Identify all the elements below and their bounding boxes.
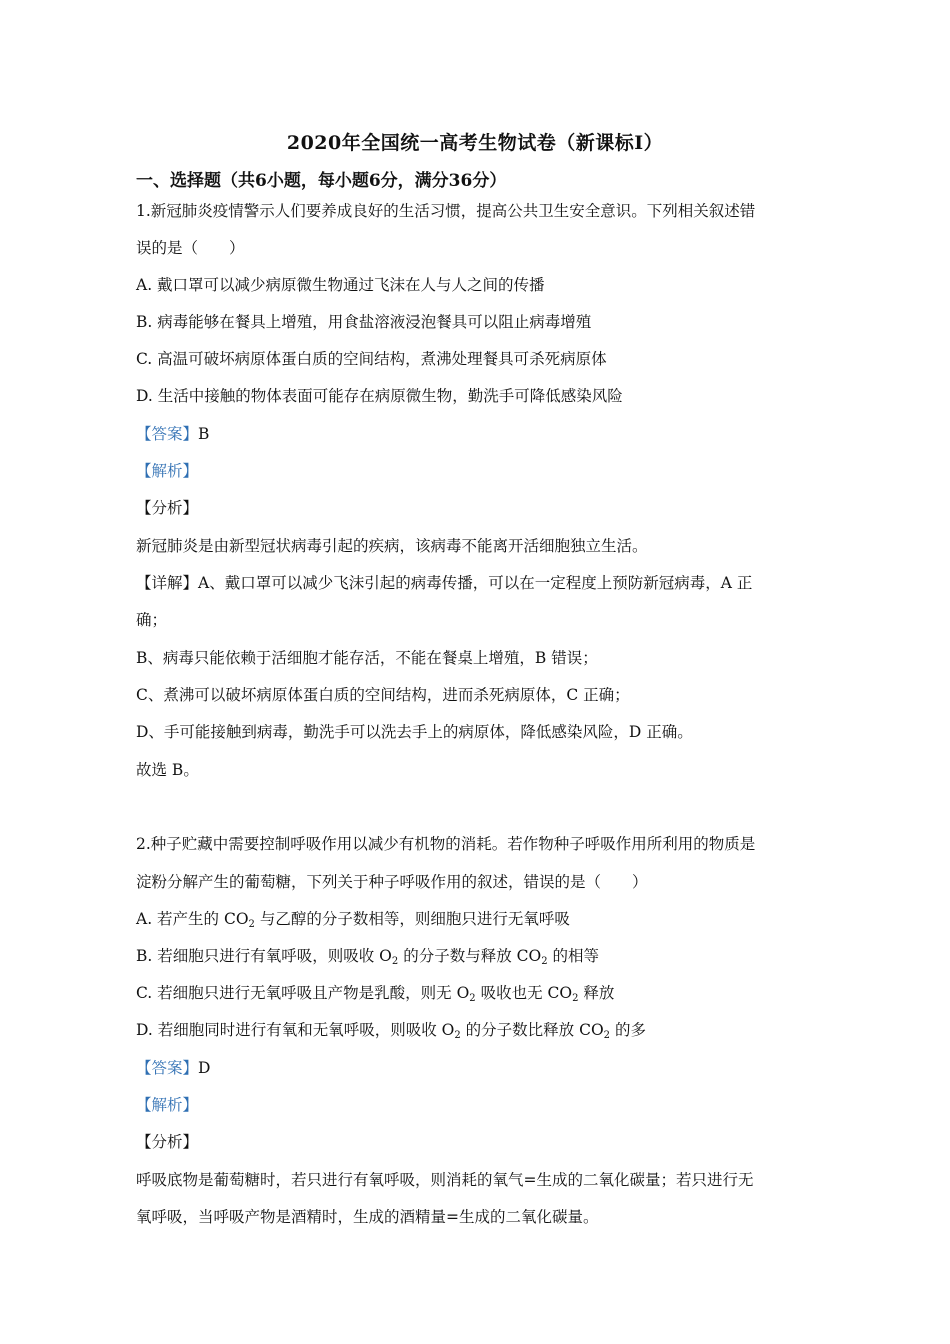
subscript: 2 [391, 956, 399, 967]
subscript: 2 [248, 919, 255, 930]
q2-option-c [136, 983, 614, 1003]
subscript: 2 [541, 956, 548, 967]
option-text: 的多 [610, 1021, 646, 1039]
q1-detail-d: D、手可能接触到病毒，勤洗手可以洗去手上的病原体，降低感染风险，D 正确。 [136, 723, 693, 741]
q1-stem-line2: 误的是（ ） [136, 239, 245, 257]
q1-stem-line1: 1.新冠肺炎疫情警示人们要养成良好的生活习惯，提高公共卫生安全意识。下列相关叙述错 [136, 202, 756, 220]
q1-analysis-tag: 【解析】 [136, 462, 199, 480]
detail-tag: 【详解】 [136, 574, 199, 592]
q1-option-b: B. 病毒能够在餐具上增殖，用食盐溶液浸泡餐具可以阻止病毒增殖 [136, 313, 592, 331]
subscript: 2 [469, 993, 476, 1004]
answer-value: D [198, 1059, 211, 1077]
subscript: 2 [603, 1030, 611, 1041]
option-text: 吸收也无 CO [475, 984, 573, 1002]
option-text: B. 若细胞只进行有氧呼吸，则吸收 O [136, 947, 392, 965]
q2-fenxi-line2: 氧呼吸，当呼吸产物是酒精时，生成的酒精量=生成的二氧化碳量。 [136, 1208, 599, 1226]
q2-analysis-tag: 【解析】 [136, 1096, 199, 1114]
option-text: 释放 [578, 984, 615, 1002]
option-text: A. 若产生的 CO [136, 910, 249, 928]
q2-option-b [136, 946, 599, 966]
q2-fenxi-line1: 呼吸底物是葡萄糖时，若只进行有氧呼吸，则消耗的氧气=生成的二氧化碳量；若只进行无 [136, 1171, 754, 1189]
option-text: D. 若细胞同时进行有氧和无氧呼吸，则吸收 O [136, 1021, 455, 1039]
q1-conclusion: 故选 B。 [136, 761, 199, 779]
q1-fenxi-text: 新冠肺炎是由新型冠状病毒引起的疾病，该病毒不能离开活细胞独立生活。 [136, 537, 648, 555]
q2-option-a [136, 909, 570, 929]
q2-option-d [136, 1020, 646, 1040]
option-text: C. 若细胞只进行无氧呼吸且产物是乳酸，则无 O [136, 984, 470, 1002]
option-text: 的分子数与释放 CO [398, 947, 542, 965]
q2-stem-line2: 淀粉分解产生的葡萄糖，下列关于种子呼吸作用的叙述，错误的是（ ） [136, 873, 648, 891]
q2-fenxi-tag: 【分析】 [136, 1133, 199, 1151]
option-text: 的相等 [547, 947, 599, 965]
q1-option-c: C. 高温可破坏病原体蛋白质的空间结构，煮沸处理餐具可杀死病原体 [136, 350, 607, 368]
subscript: 2 [572, 993, 579, 1004]
q1-fenxi-tag: 【分析】 [136, 499, 199, 517]
q1-option-a: A. 戴口罩可以减少病原微生物通过飞沫在人与人之间的传播 [136, 276, 545, 294]
q2-answer [136, 1058, 210, 1078]
q1-detail-c: C、煮沸可以破坏病原体蛋白质的空间结构，进而杀死病原体，C 正确； [136, 686, 630, 704]
q1-answer [136, 424, 209, 444]
section-heading: 一、选择题（共6小题，每小题6分，满分36分） [136, 171, 507, 191]
option-text: 与乙醇的分子数相等，则细胞只进行无氧呼吸 [254, 910, 570, 928]
subscript: 2 [454, 1030, 461, 1041]
answer-tag: 【答案】 [136, 425, 199, 443]
detail-text: A、戴口罩可以减少飞沫引起的病毒传播，可以在一定程度上预防新冠病毒，A 正 [198, 574, 753, 592]
q1-detail-b: B、病毒只能依赖于活细胞才能存活，不能在餐桌上增殖，B 错误； [136, 649, 598, 667]
q2-stem-line1: 2.种子贮藏中需要控制呼吸作用以减少有机物的消耗。若作物种子呼吸作用所利用的物质是 [136, 835, 756, 853]
q1-detail-line2: 确； [136, 611, 168, 629]
option-text: 的分子数比释放 CO [460, 1021, 604, 1039]
q1-detail-line1 [136, 573, 752, 593]
answer-tag: 【答案】 [136, 1059, 199, 1077]
document-title: 2020年全国统一高考生物试卷（新课标Ⅰ） [286, 132, 664, 154]
q1-option-d: D. 生活中接触的物体表面可能存在病原微生物，勤洗手可降低感染风险 [136, 387, 623, 405]
answer-value: B [198, 425, 210, 443]
